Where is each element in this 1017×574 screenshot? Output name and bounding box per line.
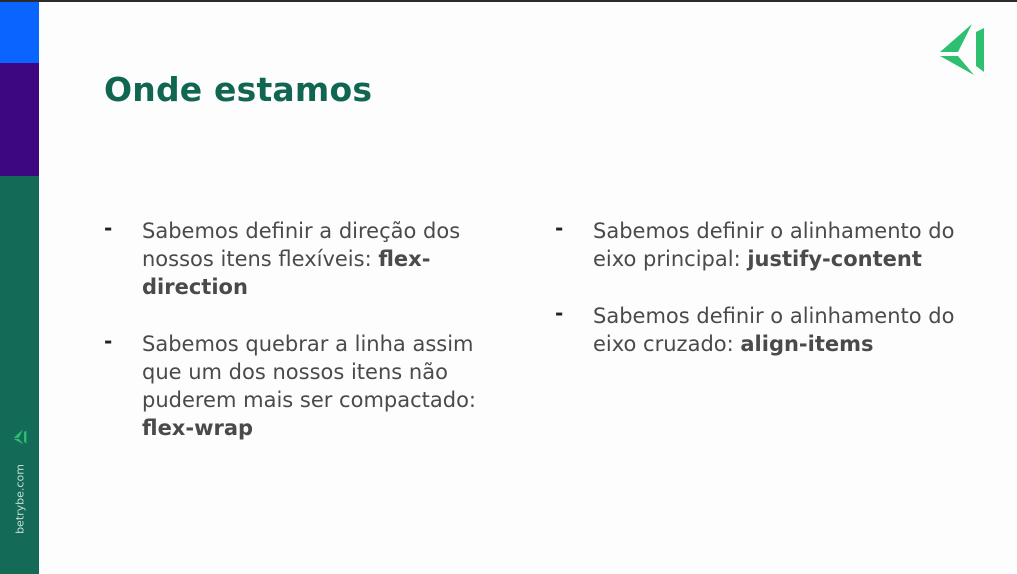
top-border xyxy=(0,0,1017,2)
bullet-marker: - xyxy=(104,216,113,240)
bullet-text: Sabemos definir o alinhamento do eixo principal: xyxy=(593,219,955,271)
list-item xyxy=(555,217,955,273)
list-item xyxy=(104,330,504,442)
bullet-list-right xyxy=(555,217,955,387)
bullet-code: align-items xyxy=(740,332,874,356)
trybe-small-logo-icon xyxy=(11,429,29,445)
list-item xyxy=(555,302,955,358)
page-title: Onde estamos xyxy=(104,70,373,109)
list-item xyxy=(104,217,504,301)
sidebar-url: betrybe.com xyxy=(13,464,27,534)
bullet-list-left xyxy=(104,217,504,471)
sidebar xyxy=(0,2,39,574)
bullet-text: Sabemos quebrar a linha assim que um dos nossos itens não puderem mais ser compactado: xyxy=(142,332,477,412)
bullet-code: flex-direction xyxy=(142,247,431,299)
bullet-text: Sabemos definir o alinhamento do eixo cruzado: xyxy=(593,304,955,356)
bullet-marker: - xyxy=(555,216,564,240)
trybe-logo-icon xyxy=(936,22,988,77)
bullet-marker: - xyxy=(555,301,564,325)
bullet-marker: - xyxy=(104,329,113,353)
bullet-code: justify-content xyxy=(747,247,922,271)
bullet-code: flex-wrap xyxy=(142,416,254,440)
sidebar-blue-block xyxy=(0,2,39,63)
bullet-text: Sabemos definir a direção dos nossos itens flexíveis: xyxy=(142,219,461,271)
sidebar-purple-block xyxy=(0,63,39,176)
